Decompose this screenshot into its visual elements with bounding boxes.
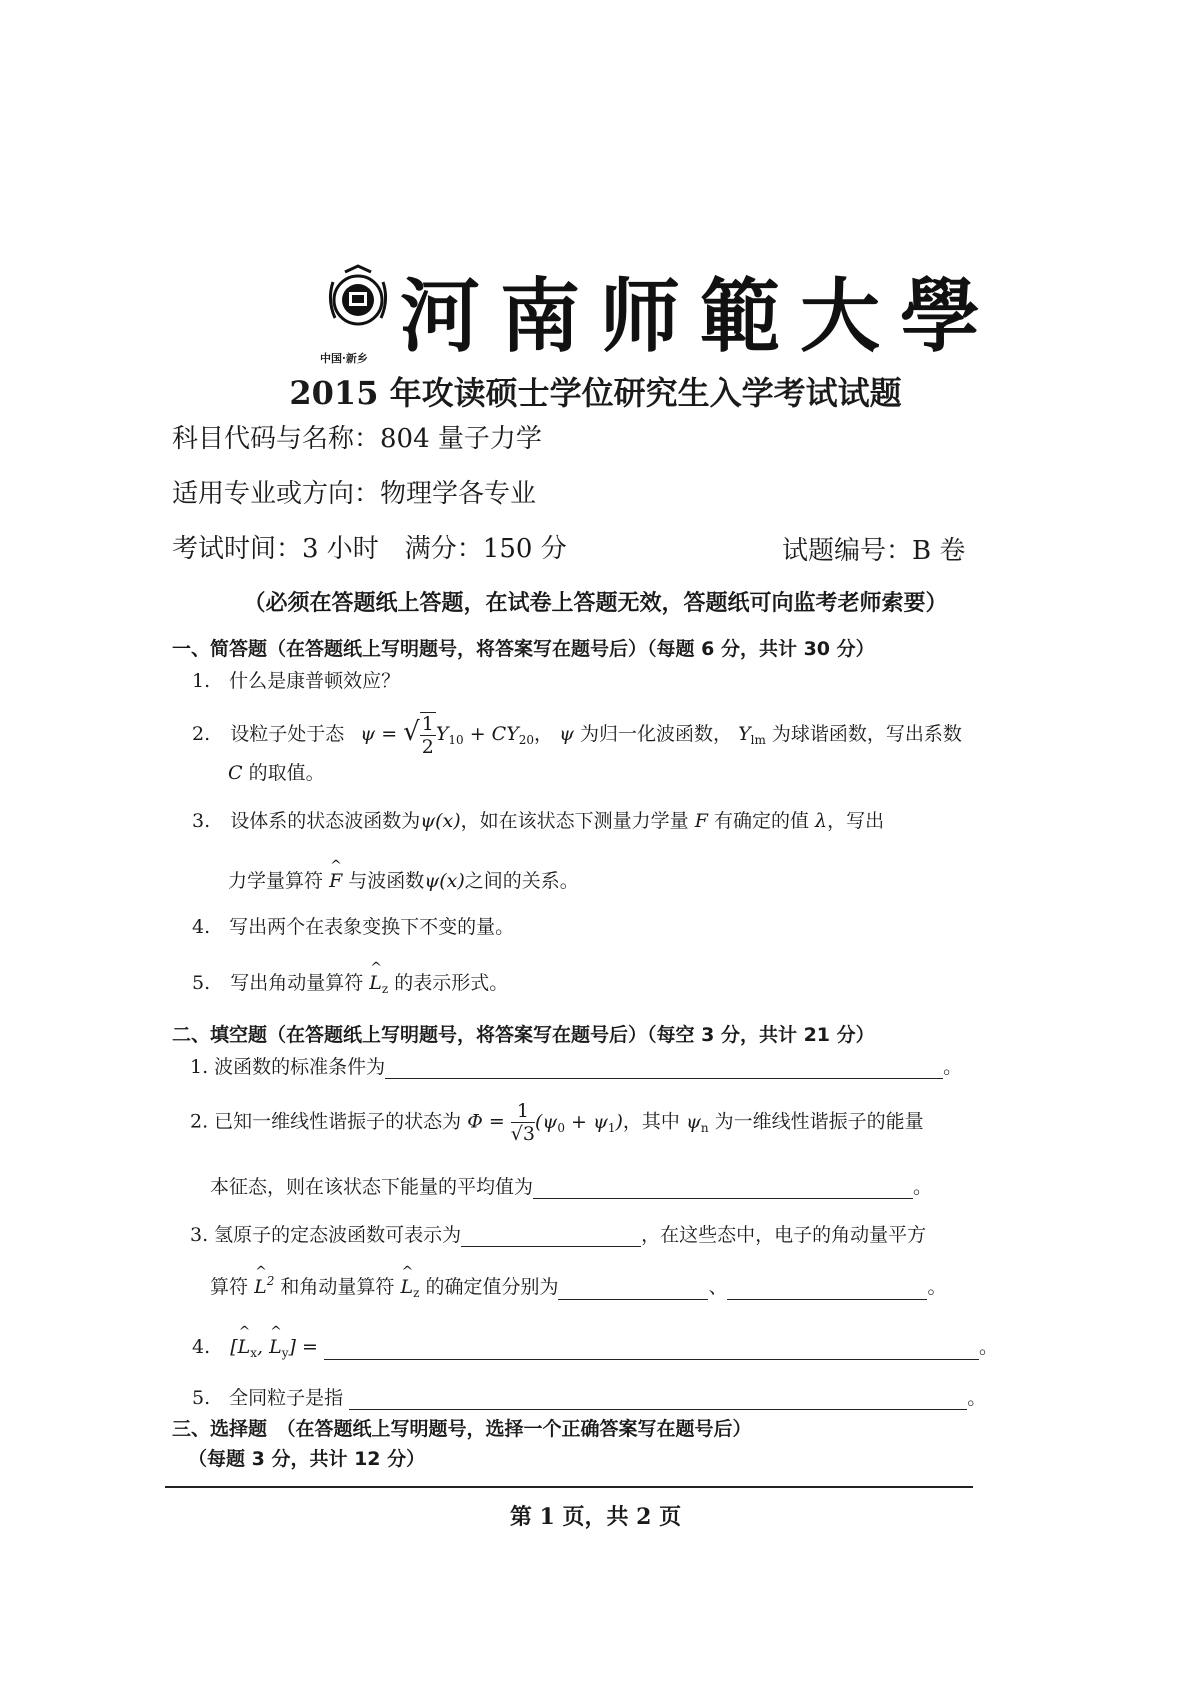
s1-q2-text-c: 为球谐函数，写出系数 (771, 723, 962, 745)
section3-score: （每题 3 分，共计 12 分） (188, 1448, 426, 1470)
page-number: 第 1 页，共 2 页 (509, 1504, 682, 1530)
s2-question-2: 2. 已知一维线性谐振子的状态为 Φ = $\frac{1}{√3}$ $(\psi_0 + \psi_1)$，其中 $\psi_n$ 为一维线性谐振子的能量 (190, 1100, 924, 1145)
answer-blank (461, 1226, 641, 1247)
s2-question-5: 5. 全同粒子是指 。 (192, 1387, 987, 1409)
answer-blank (324, 1339, 979, 1360)
s2-question-2-cont: 本征态，则在该状态下能量的平均值为 。 (210, 1176, 933, 1198)
paper-number: 试题编号：B 卷 (782, 536, 966, 566)
answer-blank (533, 1178, 913, 1199)
section1-title: 一、简答题（在答题纸上写明题号，将答案写在题号后）（每题 6 分，共计 30 分） (172, 638, 875, 660)
s2-question-4: 4. [^ $L_x$, ^ $L_y$] = 。 (192, 1332, 998, 1360)
footer-divider (165, 1486, 973, 1488)
notice: （必须在答题纸上答题，在试卷上答题无效，答题纸可向监考老师索要） (243, 591, 948, 616)
s1-q2-formula: ψ = √ $\frac{1}{2}$ $Y_{10} + CY_{20}$ (360, 713, 535, 758)
s1-q2-text-b: 为归一化波函数， (580, 723, 733, 745)
exam-title: 2015 年攻读硕士学位研究生入学考试试题 (289, 374, 902, 412)
time-score-line: 考试时间：3 小时 满分：150 分 (172, 534, 567, 564)
answer-blank (727, 1279, 927, 1300)
section2-title: 二、填空题（在答题纸上写明题号，将答案写在题号后）（每空 3 分，共计 21 分） (172, 1024, 875, 1046)
s1-q3-num: 3. (192, 810, 211, 832)
s1-q2-text-d: 的取值。 (248, 762, 325, 784)
s1-question-2-cont: C 的取值。 (228, 762, 325, 784)
answer-blank (558, 1279, 708, 1300)
s2-question-3-cont: 算符 ^ $L^2$ 和角动量算符 ^ $L_z$ 的确定值分别为 、 。 (210, 1272, 946, 1300)
major-line: 适用专业或方向：物理学各专业 (172, 479, 537, 509)
answer-blank (349, 1389, 967, 1410)
s1-question-3-cont: 力学量算符 ^ F 与波函数ψ(x)之间的关系。 (228, 866, 579, 893)
answer-blank (385, 1058, 943, 1079)
s2-question-3: 3. 氢原子的定态波函数可表示为 ，在这些态中，电子的角动量平方 (190, 1224, 927, 1246)
emblem-caption: 中国·新乡 (320, 352, 368, 365)
s1-question-3: 3. 设体系的状态波函数为ψ(x)，如在该状态下测量力学量 F 有确定的值 λ，写出 (192, 810, 885, 832)
s1-q2-text-a: 设粒子处于态 (230, 723, 345, 745)
section3-title: 三、选择题 （在答题纸上写明题号，选择一个正确答案写在题号后） (172, 1418, 752, 1440)
s1-question-4: 4. 写出两个在表象变换下不变的量。 (192, 916, 515, 938)
s1-question-1: 1. 什么是康普顿效应？ (192, 670, 401, 692)
university-name: 河南师範大學 (400, 269, 1000, 363)
subject-line: 科目代码与名称：804 量子力学 (172, 424, 542, 454)
s1-question-2: 2. 设粒子处于态 ψ = √ $\frac{1}{2}$ $Y_{10} + CY_{20}$， ψ 为归一化波函数， $Y_{lm}$ 为球谐函数，写出系数 (192, 713, 962, 758)
university-emblem-icon (325, 262, 391, 350)
s1-question-5: 5. 写出角动量算符 ^ $L_z$ 的表示形式。 (192, 968, 508, 996)
s2-question-1: 1. 波函数的标准条件为 。 (190, 1056, 963, 1078)
s1-q2-num: 2. (192, 723, 211, 745)
